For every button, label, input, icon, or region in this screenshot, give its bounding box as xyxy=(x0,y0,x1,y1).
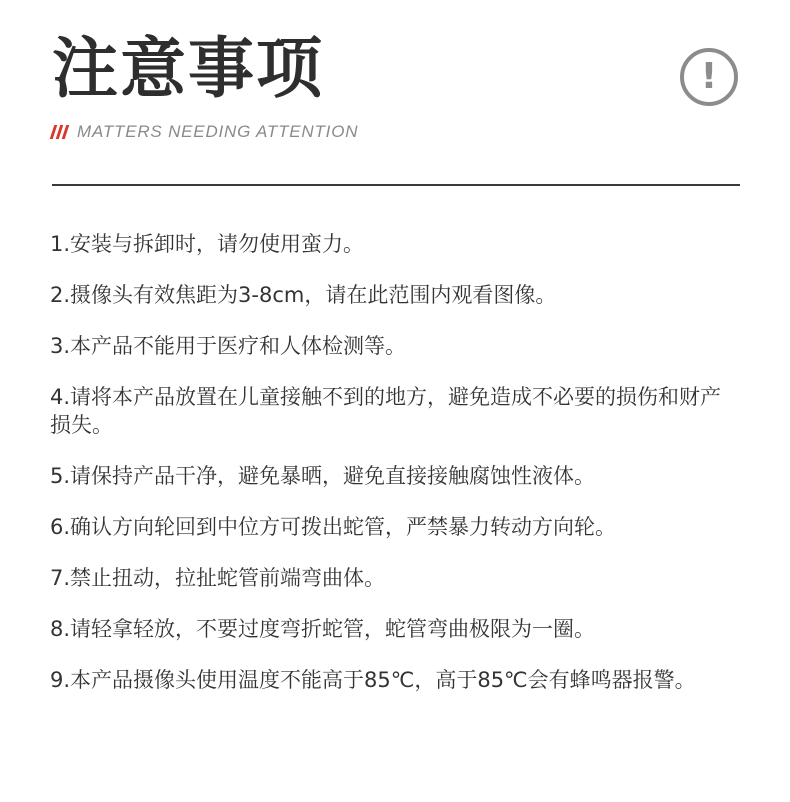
notice-item: 7.禁止扭动，拉扯蛇管前端弯曲体。 xyxy=(50,566,386,590)
header-divider xyxy=(52,184,740,186)
subtitle-row xyxy=(52,122,358,142)
accent-bar xyxy=(62,125,70,139)
exclamation-icon: ! xyxy=(680,48,738,106)
notice-item: 9.本产品摄像头使用温度不能高于85℃，高于85℃会有蜂鸣器报警。 xyxy=(50,668,696,692)
notice-item: 8.请轻拿轻放，不要过度弯折蛇管，蛇管弯曲极限为一圈。 xyxy=(50,617,596,641)
page-subtitle: MATTERS NEEDING ATTENTION xyxy=(77,122,359,141)
notice-item: 5.请保持产品干净，避免暴晒，避免直接接触腐蚀性液体。 xyxy=(50,464,596,488)
notice-item: 6.确认方向轮回到中位方可拨出蛇管，严禁暴力转动方向轮。 xyxy=(50,515,617,539)
notice-item: 3.本产品不能用于医疗和人体检测等。 xyxy=(50,334,407,358)
page-title: 注意事项 xyxy=(52,30,324,107)
notice-item: 1.安装与拆卸时，请勿使用蛮力。 xyxy=(50,232,365,256)
notice-item: 4.请将本产品放置在儿童接触不到的地方，避免造成不必要的损伤和财产损失。 xyxy=(50,385,722,437)
accent-bars-icon xyxy=(50,125,70,139)
notice-item: 2.摄像头有效焦距为3-8cm，请在此范围内观看图像。 xyxy=(50,283,557,307)
notice-list xyxy=(50,230,740,717)
